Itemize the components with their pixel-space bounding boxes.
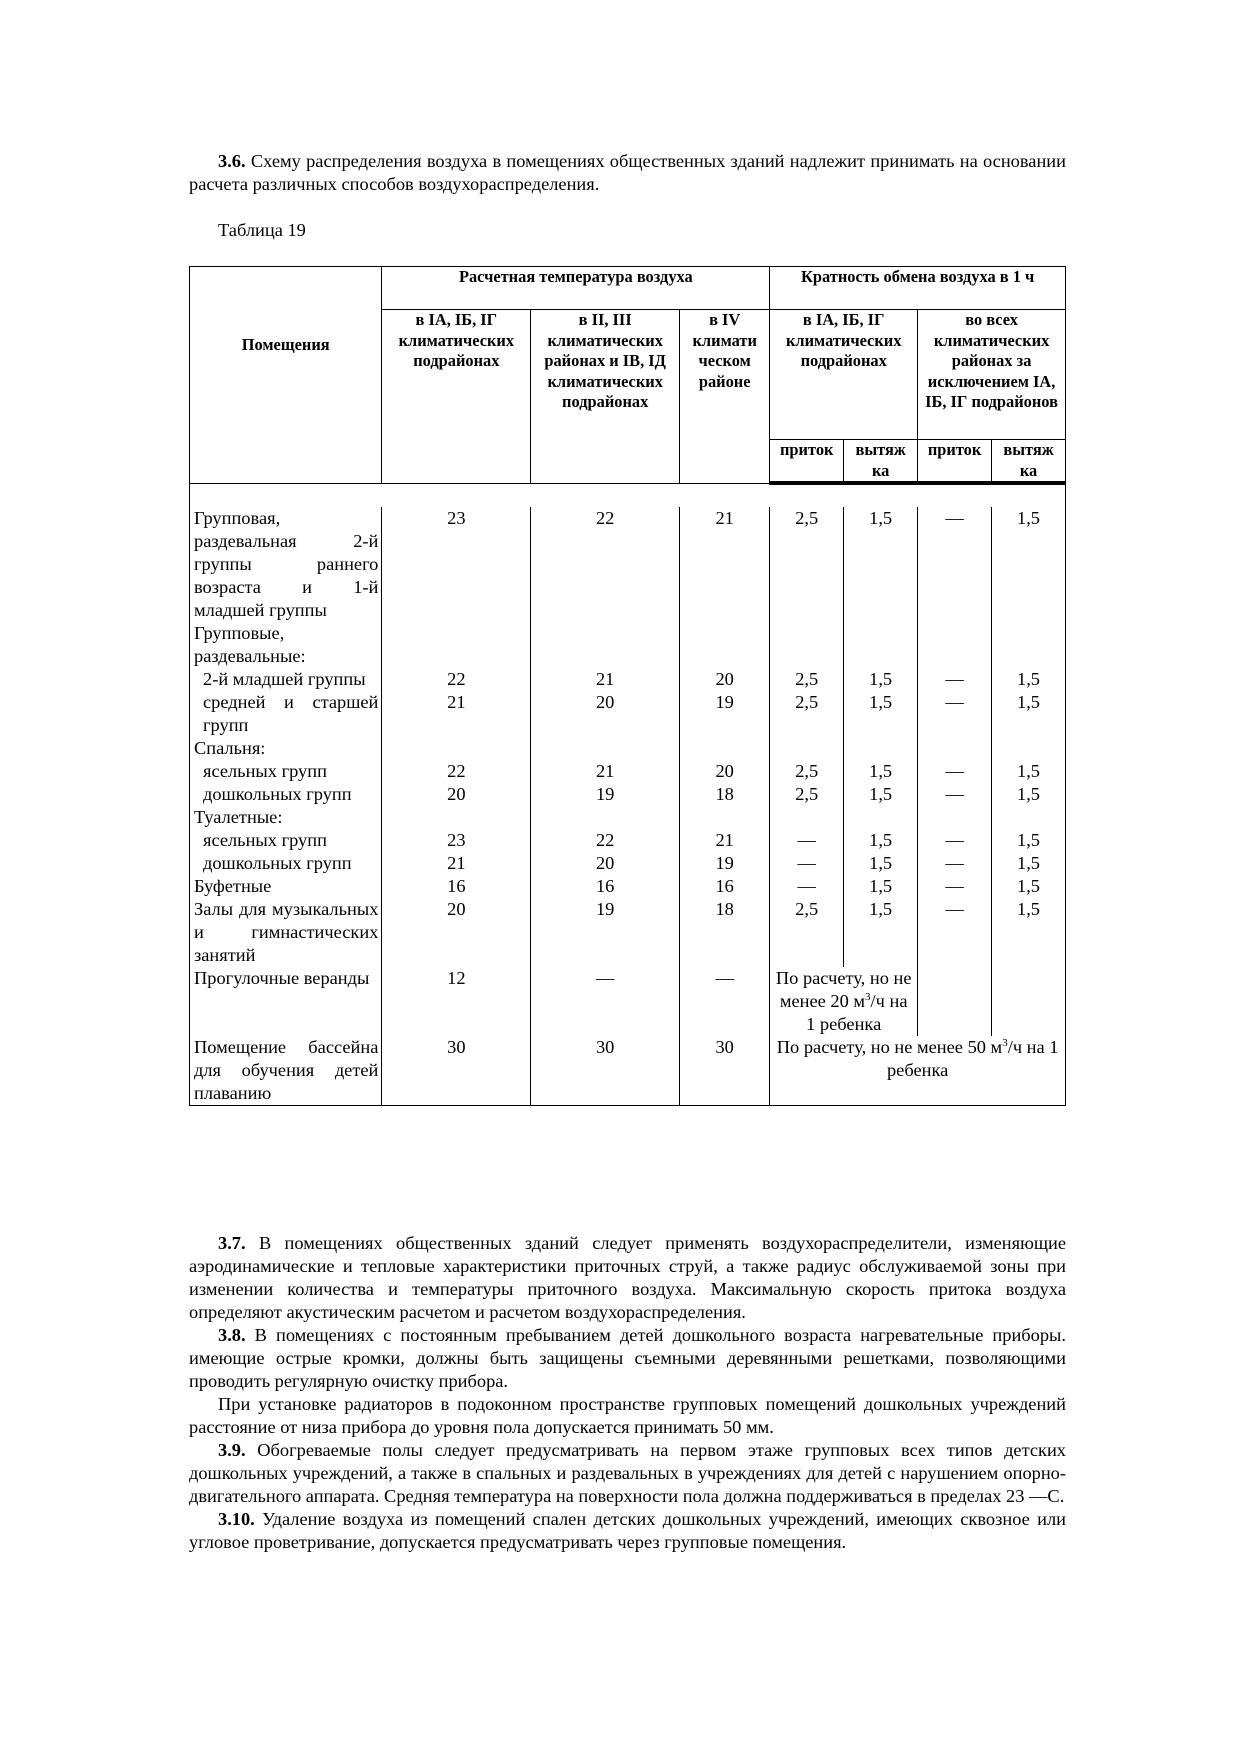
paragraph-number: 3.8. xyxy=(218,1325,246,1345)
cell: 2,5 xyxy=(770,760,844,783)
row-label: средней и старшей групп xyxy=(203,692,379,735)
cell: — xyxy=(918,760,992,783)
cell: 1,5 xyxy=(992,507,1066,622)
cell: 19 xyxy=(531,783,680,806)
cell: 21 xyxy=(531,760,680,783)
cell: 21 xyxy=(680,829,770,852)
row-label: Туалетные: xyxy=(190,806,382,829)
text-block xyxy=(189,1232,1066,1554)
table-row xyxy=(190,668,1066,691)
paragraph-text: В помещениях общественных зданий следует применять воздухораспределители, изменяющие аэродинамические и тепловые характеристики приточных струй, а также радиус обслуживаемой зоны при изменении количества и температуры приточного воздуха. Максимальную скорость притока воздуха определяют акустическим расчетом и расчетом воздухораспределения. xyxy=(189,1233,1066,1322)
cell: 1,5 xyxy=(844,783,918,806)
cell: 21 xyxy=(680,507,770,622)
row-label: Спальня: xyxy=(190,737,382,760)
paragraph-number: 3.9. xyxy=(218,1440,246,1460)
cell: 18 xyxy=(680,783,770,806)
table-row xyxy=(190,967,1066,1036)
cell: 1,5 xyxy=(992,829,1066,852)
table-row xyxy=(190,783,1066,806)
cell: 12 xyxy=(382,967,531,1036)
row-label: Помещение бассейна для обучения детей плаванию xyxy=(194,1037,379,1103)
cell: — xyxy=(680,967,770,1036)
cell: 22 xyxy=(382,668,531,691)
cell: 21 xyxy=(382,852,531,875)
row-label: Групповые, раздевальные: xyxy=(190,622,382,668)
row-label: Прогулочные веранды xyxy=(190,967,382,1036)
cell: 18 xyxy=(680,898,770,967)
paragraph-text: Удаление воздуха из помещений спален детских дошкольных учреждений, имеющих сквозное или угловое проветривание, допускается предусматривать через групповые помещения. xyxy=(189,1509,1066,1552)
cell: 21 xyxy=(382,691,531,737)
cell: — xyxy=(918,898,992,967)
cell: 19 xyxy=(531,898,680,967)
paragraph-number: 3.7. xyxy=(218,1233,246,1253)
cell: — xyxy=(918,875,992,898)
cell: — xyxy=(918,829,992,852)
table-body xyxy=(190,483,1066,1106)
cell: 2,5 xyxy=(770,507,844,622)
header-air-exchange: Кратность обмена воздуха в 1 ч xyxy=(770,267,1066,310)
cell: 1,5 xyxy=(992,691,1066,737)
cell: 20 xyxy=(680,760,770,783)
cell: 19 xyxy=(680,691,770,737)
cell: 22 xyxy=(531,507,680,622)
table-caption: Таблица 19 xyxy=(218,220,306,240)
header-exhaust-2: вытяж ка xyxy=(992,440,1066,484)
row-label: ясельных групп xyxy=(203,830,327,850)
cell: 1,5 xyxy=(992,852,1066,875)
cell: 1,5 xyxy=(992,783,1066,806)
cell: 20 xyxy=(382,783,531,806)
header-temp-4: в IV климати ческом районе xyxy=(680,310,770,484)
header-supply-1: приток xyxy=(770,440,844,484)
header-temp-1a: в IА, IБ, IГ климатических подрайонах xyxy=(382,310,531,484)
row-label: Залы для музыкальных и гимнастических занятий xyxy=(194,899,379,965)
cell: 1,5 xyxy=(992,668,1066,691)
cell: 2,5 xyxy=(770,668,844,691)
table-row xyxy=(190,875,1066,898)
cell: — xyxy=(770,829,844,852)
header-rooms: Помещения xyxy=(190,267,382,484)
air-exchange-table xyxy=(189,266,1066,1106)
paragraph-3-9 xyxy=(189,1439,1066,1508)
paragraph-3-7 xyxy=(189,1232,1066,1324)
cell: 1,5 xyxy=(844,668,918,691)
row-label: Буфетные xyxy=(190,875,382,898)
paragraph-3-6 xyxy=(189,150,1066,196)
table-row xyxy=(190,507,1066,622)
cell: 1,5 xyxy=(844,875,918,898)
header-temperature: Расчетная температура воздуха xyxy=(382,267,770,310)
cell: 1,5 xyxy=(844,898,918,967)
paragraph-3-8-cont: При установке радиаторов в подоконном пространстве групповых помещений дошкольных учреждений расстояние от низа прибора до уровня пола допускается принимать 50 мм. xyxy=(189,1394,1066,1437)
cell: 20 xyxy=(680,668,770,691)
row-label: дошкольных групп xyxy=(203,853,352,873)
cell: — xyxy=(770,875,844,898)
table-header xyxy=(190,267,1066,484)
cell: 23 xyxy=(382,829,531,852)
cell: 2,5 xyxy=(770,898,844,967)
table-row xyxy=(190,898,1066,967)
paragraph-text: Схему распределения воздуха в помещениях общественных зданий надлежит принимать на основании расчета различных способов воздухораспределения. xyxy=(189,151,1066,194)
cell: 30 xyxy=(531,1036,680,1106)
veranda-note: По расчету, но не менее 20 $м^3/ч$ на 1 ребенка xyxy=(770,967,918,1036)
cell: — xyxy=(918,668,992,691)
cell: 2,5 xyxy=(770,691,844,737)
cell: — xyxy=(770,852,844,875)
paragraph-text: В помещениях с постоянным пребыванием детей дошкольного возраста нагревательные приборы. имеющие острые кромки, должны быть защищены съемными деревянными решетками, позволяющими проводить регулярную очистку прибора. xyxy=(189,1325,1066,1391)
cell: — xyxy=(531,967,680,1036)
cell: 30 xyxy=(680,1036,770,1106)
cell: 20 xyxy=(382,898,531,967)
cell: 1,5 xyxy=(844,507,918,622)
paragraph-text: Обогреваемые полы следует предусматривать на первом этаже групповых всех типов детских дошкольных учреждений, а также в спальных и раздевальных в учреждениях для детей с нарушением опорно-двигательного аппарата. Средняя температура на поверхности пола должна поддерживаться в пределах 23 —С. xyxy=(189,1440,1066,1506)
header-temp-2-3: в II, III климатических районах и IВ, IД климатических подрайонах xyxy=(531,310,680,484)
header-ex-all: во всех климатических районах за исключением IА, IБ, IГ подрайонов xyxy=(918,310,1066,440)
cell: 16 xyxy=(382,875,531,898)
table-row xyxy=(190,1036,1066,1106)
cell: 1,5 xyxy=(992,875,1066,898)
cell: 2,5 xyxy=(770,783,844,806)
header-exhaust-1: вытяж ка xyxy=(844,440,918,484)
cell: — xyxy=(918,852,992,875)
cell: 22 xyxy=(531,829,680,852)
paragraph-3-8 xyxy=(189,1324,1066,1393)
cell: 30 xyxy=(382,1036,531,1106)
cell: — xyxy=(918,691,992,737)
cell: 20 xyxy=(531,852,680,875)
cell: 20 xyxy=(531,691,680,737)
table-row xyxy=(190,760,1066,783)
row-label: Групповая, раздевальная 2-й группы раннего возраста и 1-й младшей группы xyxy=(194,508,379,620)
table-row xyxy=(190,622,1066,668)
cell: — xyxy=(918,507,992,622)
header-ex-1a: в IА, IБ, IГ климатических подрайонах xyxy=(770,310,918,440)
cell: 1,5 xyxy=(844,829,918,852)
header-supply-2: приток xyxy=(918,440,992,484)
paragraph-number: 3.10. xyxy=(218,1509,255,1529)
cell: 1,5 xyxy=(844,852,918,875)
cell: 23 xyxy=(382,507,531,622)
paragraph-number: 3.6. xyxy=(218,151,246,171)
pool-note: По расчету, но не менее 50 $м^3/ч$ на 1 ребенка xyxy=(770,1036,1066,1106)
cell: 19 xyxy=(680,852,770,875)
row-label: ясельных групп xyxy=(203,761,327,781)
cell: 1,5 xyxy=(844,691,918,737)
table-row xyxy=(190,737,1066,760)
cell: 21 xyxy=(531,668,680,691)
cell: 1,5 xyxy=(992,898,1066,967)
table-row xyxy=(190,691,1066,737)
table-row xyxy=(190,806,1066,829)
paragraph-3-10 xyxy=(189,1508,1066,1554)
cell: — xyxy=(918,783,992,806)
cell: 1,5 xyxy=(844,760,918,783)
cell: 22 xyxy=(382,760,531,783)
row-label: 2-й младшей группы xyxy=(203,669,366,689)
row-label: дошкольных групп xyxy=(203,784,352,804)
cell: 16 xyxy=(531,875,680,898)
cell: 1,5 xyxy=(992,760,1066,783)
table-row xyxy=(190,829,1066,852)
table-row xyxy=(190,852,1066,875)
cell: 16 xyxy=(680,875,770,898)
